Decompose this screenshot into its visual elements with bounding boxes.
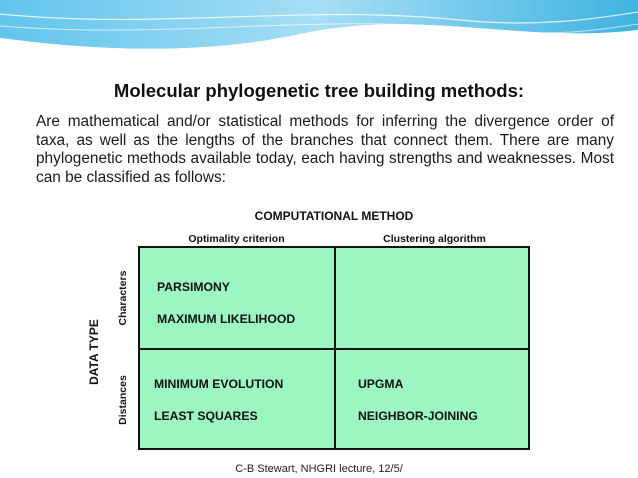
cell-item-upgma: UPGMA (358, 377, 404, 391)
cell-item-neighbor-joining: NEIGHBOR-JOINING (358, 409, 478, 423)
row-label-distances: Distances (117, 375, 129, 425)
row-axis-label: DATA TYPE (87, 319, 101, 385)
header-banner (0, 0, 638, 62)
cell-item-parsimony: PARSIMONY (157, 280, 230, 294)
intro-paragraph: Are mathematical and/or statistical methods for inferring the divergence order of taxa, as well as the lengths of the branches that connect them. There are many phylogenetic methods available today, each having strengths and weaknesses. Most can be classified as follows: (36, 113, 614, 186)
cell-item-least-squares: LEAST SQUARES (154, 409, 258, 423)
column-label-optimality: Optimality criterion (188, 233, 285, 245)
column-label-clustering: Clustering algorithm (383, 233, 486, 245)
cell-item-minimum-evolution: MINIMUM EVOLUTION (154, 377, 284, 391)
column-axis-label: COMPUTATIONAL METHOD (254, 209, 414, 223)
row-label-characters: Characters (117, 270, 129, 326)
slide-title: Molecular phylogenetic tree building methods: (113, 80, 525, 101)
cell-item-maximum-likelihood: MAXIMUM LIKELIHOOD (157, 312, 296, 326)
grid-divider-horizontal (138, 348, 530, 350)
citation-footer: C-B Stewart, NHGRI lecture, 12/5/ (235, 463, 403, 475)
